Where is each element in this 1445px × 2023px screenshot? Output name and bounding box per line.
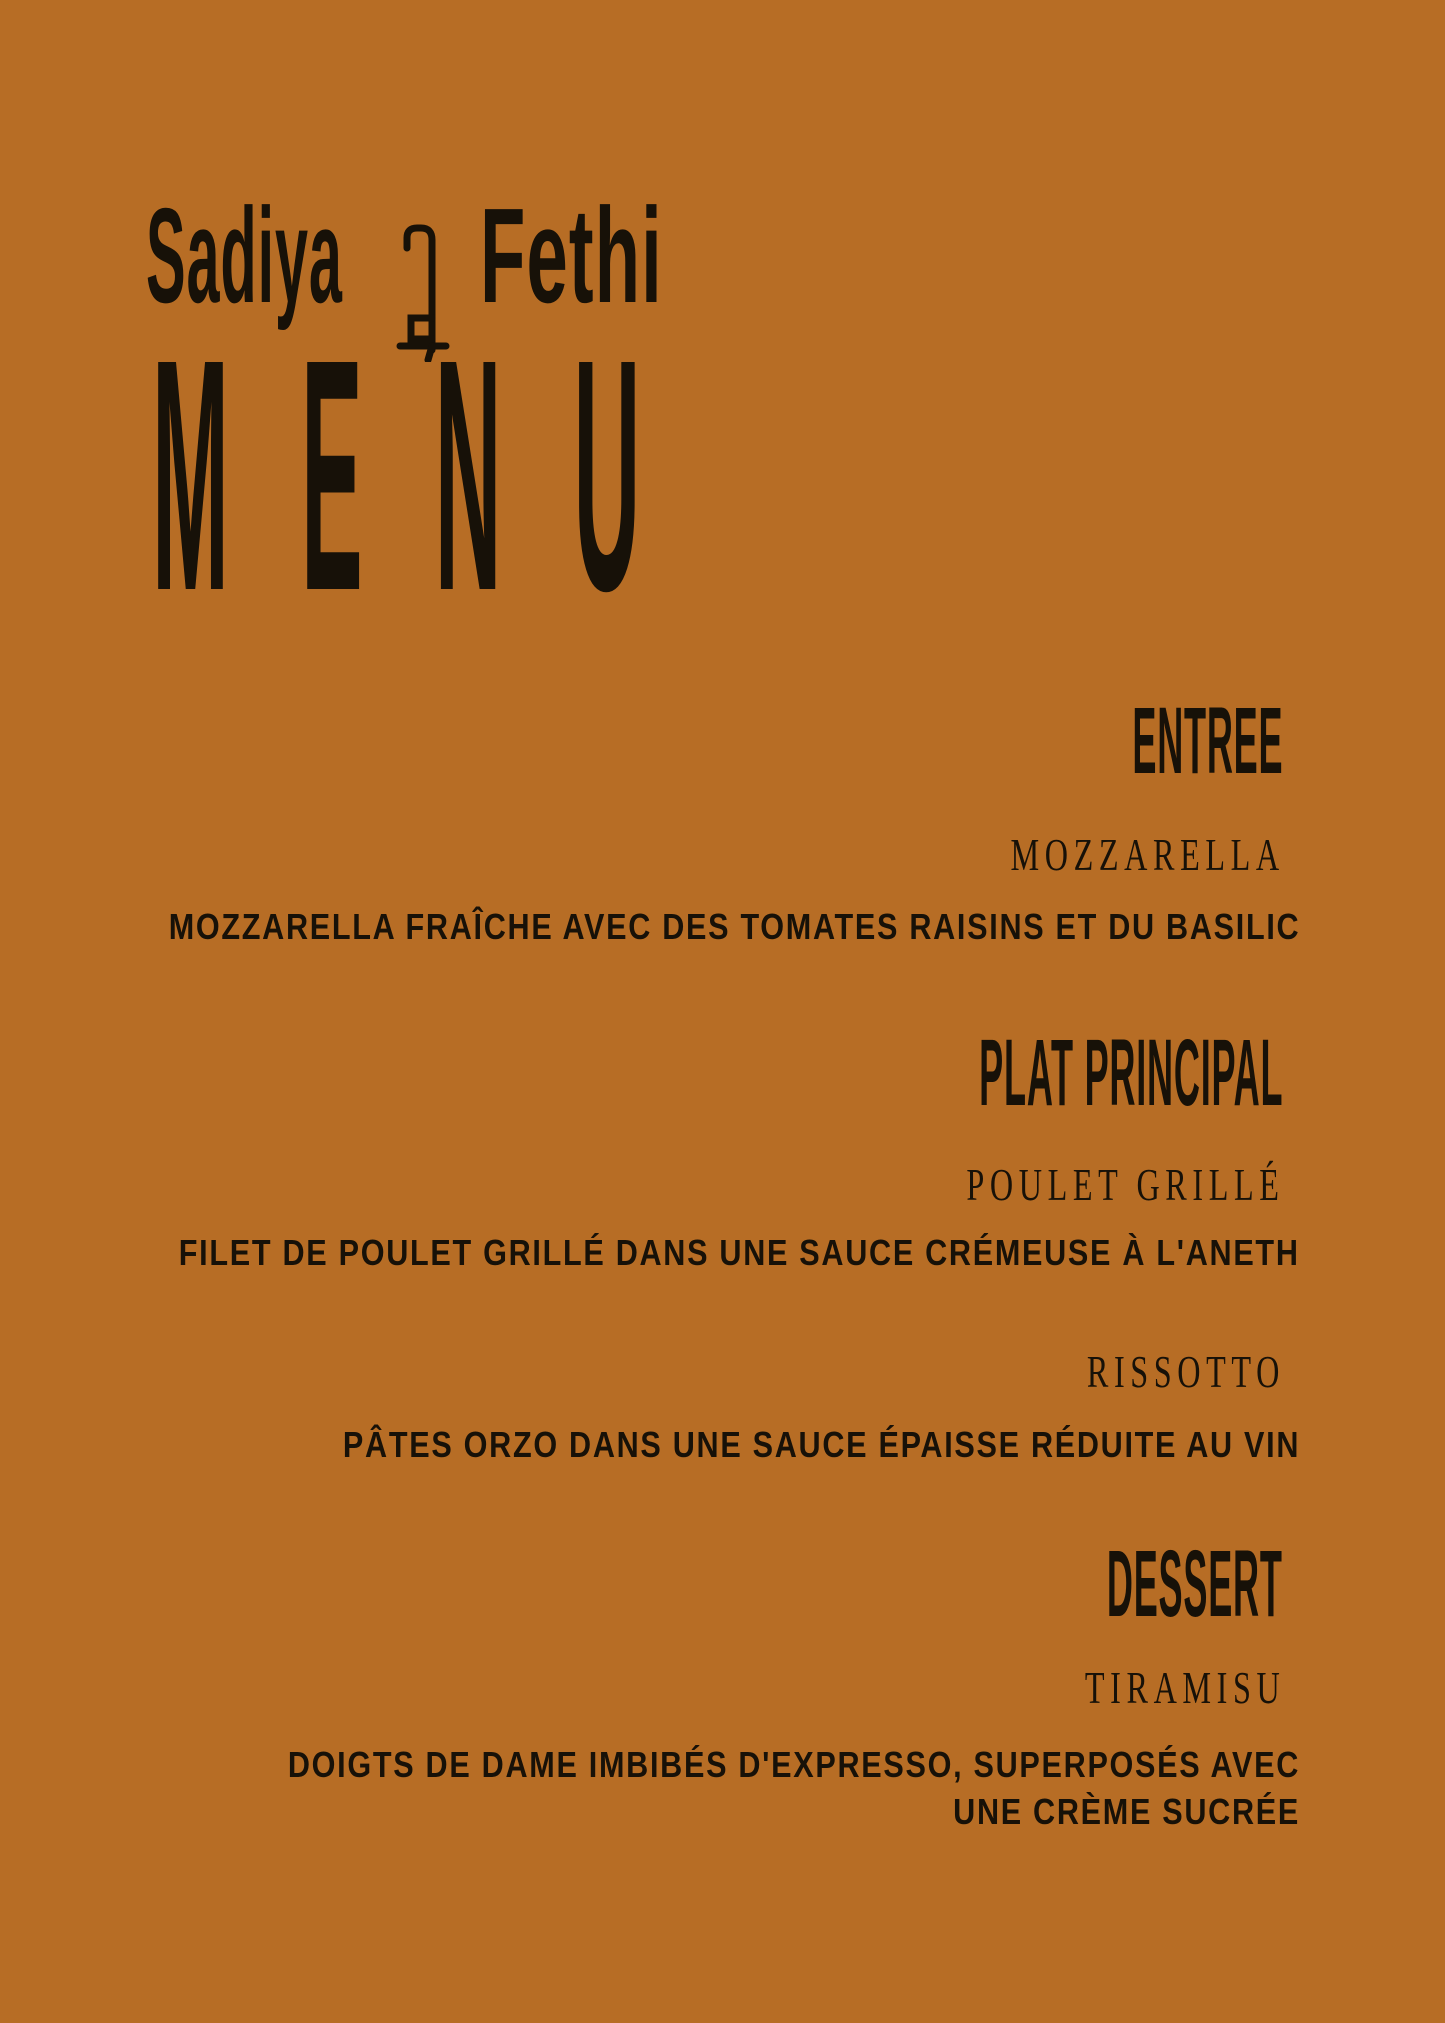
dish-name-rissotto: RISSOTTO xyxy=(1086,1346,1285,1397)
couple-name-first: Sadiya xyxy=(146,180,343,331)
dish-description-poulet-grille: FILET DE POULET GRILLÉ DANS UNE SAUCE CRÉMEUSE À L'ANETH xyxy=(179,1232,1300,1273)
dish-description-mozzarella: MOZZARELLA FRAÎCHE AVEC DES TOMATES RAISINS ET DU BASILIC xyxy=(168,906,1300,947)
section-heading-plat-principal: PLAT PRINCIPAL xyxy=(978,1020,1283,1126)
dish-name-tiramisu: TIRAMISU xyxy=(1084,1662,1285,1713)
dish-name-mozzarella: MOZZARELLA xyxy=(1010,829,1285,880)
section-heading-dessert: DESSERT xyxy=(1107,1531,1283,1637)
dish-name-poulet-grille: POULET GRILLÉ xyxy=(966,1159,1285,1210)
dish-description-rissotto: PÂTES ORZO DANS UNE SAUCE ÉPAISSE RÉDUITE AU VIN xyxy=(342,1424,1300,1465)
couple-name-second: Fethi xyxy=(480,180,663,331)
dish-description-tiramisu: DOIGTS DE DAME IMBIBÉS D'EXPRESSO, SUPERPOSÉS AVEC UNE CRÈME SUCRÉE xyxy=(287,1744,1300,1832)
section-heading-entree: ENTREE xyxy=(1132,688,1283,794)
menu-title: MENU xyxy=(152,290,713,659)
